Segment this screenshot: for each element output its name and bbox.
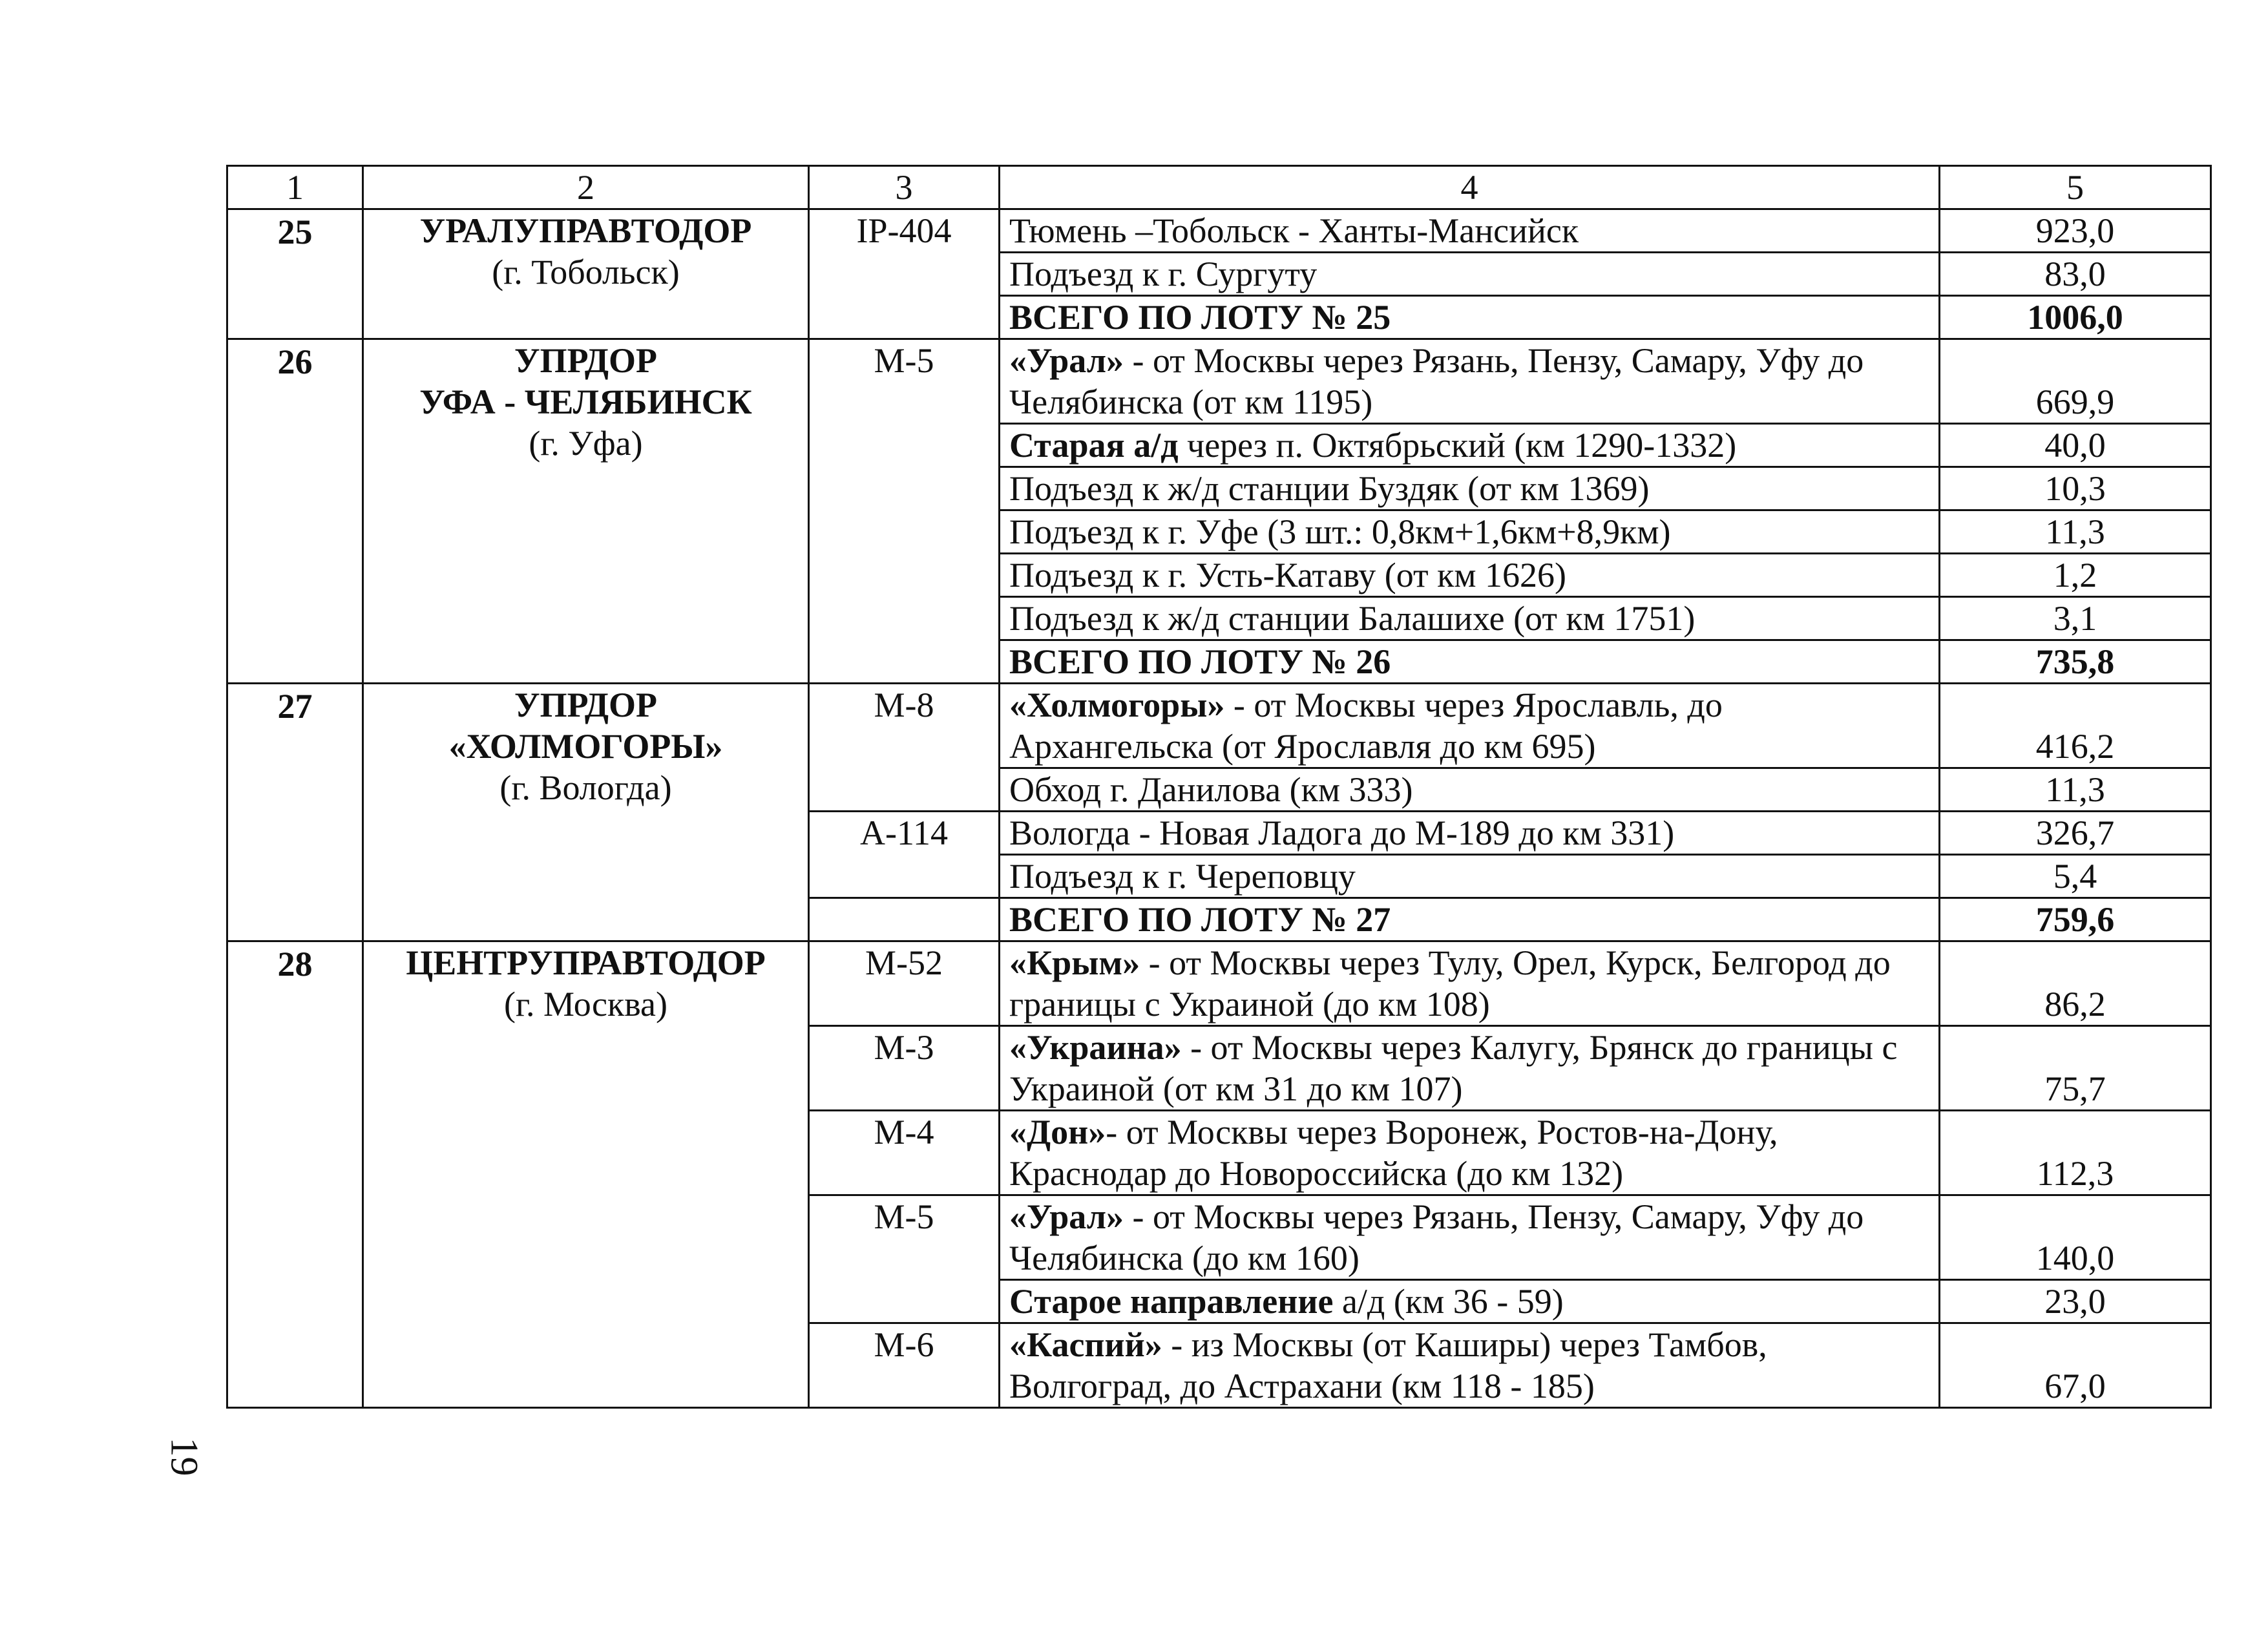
header-cell: 3: [809, 166, 1000, 209]
lot-total-length: 759,6: [1940, 898, 2211, 941]
road-length: 23,0: [1940, 1280, 2211, 1323]
road-length: 3,1: [1940, 597, 2211, 640]
road-length: 10,3: [1940, 467, 2211, 510]
organization-name: УРАЛУПРАВТОДОР: [419, 211, 752, 250]
road-description: Вологда - Новая Ладога до М-189 до км 331): [1000, 812, 1940, 855]
road-length: 140,0: [1940, 1195, 2211, 1280]
road-length: 1,2: [1940, 554, 2211, 597]
organization-cell: [363, 339, 809, 684]
road-name: Старая а/д: [1009, 426, 1179, 465]
lot-number: 26: [227, 339, 363, 684]
road-description: Подъезд к ж/д станции Балашихе (от км 1751): [1000, 597, 1940, 640]
road-description: [1000, 1195, 1940, 1280]
organization-cell: [363, 941, 809, 1408]
road-name: «Дон»: [1009, 1113, 1106, 1151]
page-number: 19: [163, 1437, 206, 1476]
road-code: М-5: [809, 1195, 1000, 1323]
road-description: [1000, 684, 1940, 768]
road-description: [1000, 339, 1940, 424]
road-length: 923,0: [1940, 209, 2211, 253]
road-route: - от Москвы через Тулу, Орел, Курск, Белгород до границы с Украиной (до км 108): [1009, 943, 1891, 1024]
road-description: [1000, 1111, 1940, 1195]
road-route: - от Москвы через Воронеж, Ростов-на-Дону, Краснодар до Новороссийска (до км 132): [1009, 1113, 1778, 1193]
road-route: - от Москвы через Рязань, Пензу, Самару, Уфу до Челябинска (до км 160): [1009, 1197, 1864, 1277]
organization-cell: [363, 209, 809, 339]
road-description: Подъезд к ж/д станции Буздяк (от км 1369): [1000, 467, 1940, 510]
table-row: [227, 209, 2211, 253]
lot-total-label: ВСЕГО ПО ЛОТУ № 27: [1000, 898, 1940, 941]
road-length: 40,0: [1940, 424, 2211, 467]
road-description: Подъезд к г. Сургуту: [1000, 253, 1940, 296]
header-cell: 2: [363, 166, 809, 209]
organization-cell: [363, 684, 809, 941]
road-code: А-114: [809, 812, 1000, 898]
road-name: Старое направление: [1009, 1282, 1334, 1321]
organization-name: ЦЕНТРУПРАВТОДОР: [406, 943, 766, 982]
road-length: 11,3: [1940, 768, 2211, 812]
table-row: [227, 339, 2211, 424]
organization-name: УПРДОР: [514, 686, 657, 724]
empty-code-cell: [809, 898, 1000, 941]
road-name: «Каспий»: [1009, 1325, 1162, 1364]
lot-total-length: 1006,0: [1940, 296, 2211, 339]
road-length: 326,7: [1940, 812, 2211, 855]
road-route: а/д (км 36 - 59): [1333, 1282, 1564, 1321]
road-route: - от Москвы через Калугу, Брянск до границы с Украиной (от км 31 до км 107): [1009, 1028, 1898, 1108]
header-cell: 5: [1940, 166, 2211, 209]
road-code: М-4: [809, 1111, 1000, 1195]
organization-name-line2: УФА - ЧЕЛЯБИНСК: [419, 383, 752, 421]
road-code: М-3: [809, 1026, 1000, 1111]
roads-table: [226, 165, 2212, 1409]
road-length: 86,2: [1940, 941, 2211, 1026]
road-length: 112,3: [1940, 1111, 2211, 1195]
road-description: Подъезд к г. Череповцу: [1000, 855, 1940, 898]
road-length: 67,0: [1940, 1323, 2211, 1408]
road-name: «Урал»: [1009, 1197, 1124, 1236]
road-description: [1000, 1026, 1940, 1111]
organization-city: (г. Тобольск): [492, 253, 680, 291]
road-code: М-6: [809, 1323, 1000, 1408]
road-name: «Украина»: [1009, 1028, 1182, 1067]
road-length: 83,0: [1940, 253, 2211, 296]
road-description: [1000, 1280, 1940, 1323]
road-length: 416,2: [1940, 684, 2211, 768]
road-description: [1000, 1323, 1940, 1408]
road-route: через п. Октябрьский (км 1290-1332): [1178, 426, 1737, 465]
header-row: [227, 166, 2211, 209]
lot-total-length: 735,8: [1940, 640, 2211, 684]
lot-number: 25: [227, 209, 363, 339]
header-cell: 4: [1000, 166, 1940, 209]
road-code: М-8: [809, 684, 1000, 812]
road-description: Подъезд к г. Усть-Катаву (от км 1626): [1000, 554, 1940, 597]
lot-number: 28: [227, 941, 363, 1408]
road-name: «Урал»: [1009, 341, 1124, 380]
road-description: [1000, 941, 1940, 1026]
road-name: «Крым»: [1009, 943, 1140, 982]
road-length: 5,4: [1940, 855, 2211, 898]
road-length: 11,3: [1940, 510, 2211, 554]
organization-city: (г. Москва): [504, 985, 667, 1024]
road-route: - из Москвы (от Каширы) через Тамбов, Волгоград, до Астрахани (км 118 - 185): [1009, 1325, 1767, 1405]
table-row: [227, 941, 2211, 1026]
road-route: - от Москвы через Рязань, Пензу, Самару, Уфу до Челябинска (от км 1195): [1009, 341, 1864, 421]
road-route: - от Москвы через Ярославль, до Архангельска (от Ярославля до км 695): [1009, 686, 1723, 766]
organization-city: (г. Уфа): [529, 424, 643, 463]
road-description: Тюмень –Тобольск - Ханты-Мансийск: [1000, 209, 1940, 253]
header-cell: 1: [227, 166, 363, 209]
road-code: М-5: [809, 339, 1000, 684]
road-length: 75,7: [1940, 1026, 2211, 1111]
road-description: [1000, 424, 1940, 467]
lot-total-label: ВСЕГО ПО ЛОТУ № 25: [1000, 296, 1940, 339]
table-row: [227, 684, 2211, 768]
lot-number: 27: [227, 684, 363, 941]
road-length: 669,9: [1940, 339, 2211, 424]
road-code: М-52: [809, 941, 1000, 1026]
organization-name: УПРДОР: [514, 341, 657, 380]
road-name: «Холмогоры»: [1009, 686, 1225, 724]
road-code: IP-404: [809, 209, 1000, 339]
organization-city: (г. Вологда): [499, 768, 672, 807]
road-description: Подъезд к г. Уфе (3 шт.: 0,8км+1,6км+8,9км): [1000, 510, 1940, 554]
lot-total-label: ВСЕГО ПО ЛОТУ № 26: [1000, 640, 1940, 684]
organization-name-line2: «ХОЛМОГОРЫ»: [448, 727, 723, 766]
road-description: Обход г. Данилова (км 333): [1000, 768, 1940, 812]
